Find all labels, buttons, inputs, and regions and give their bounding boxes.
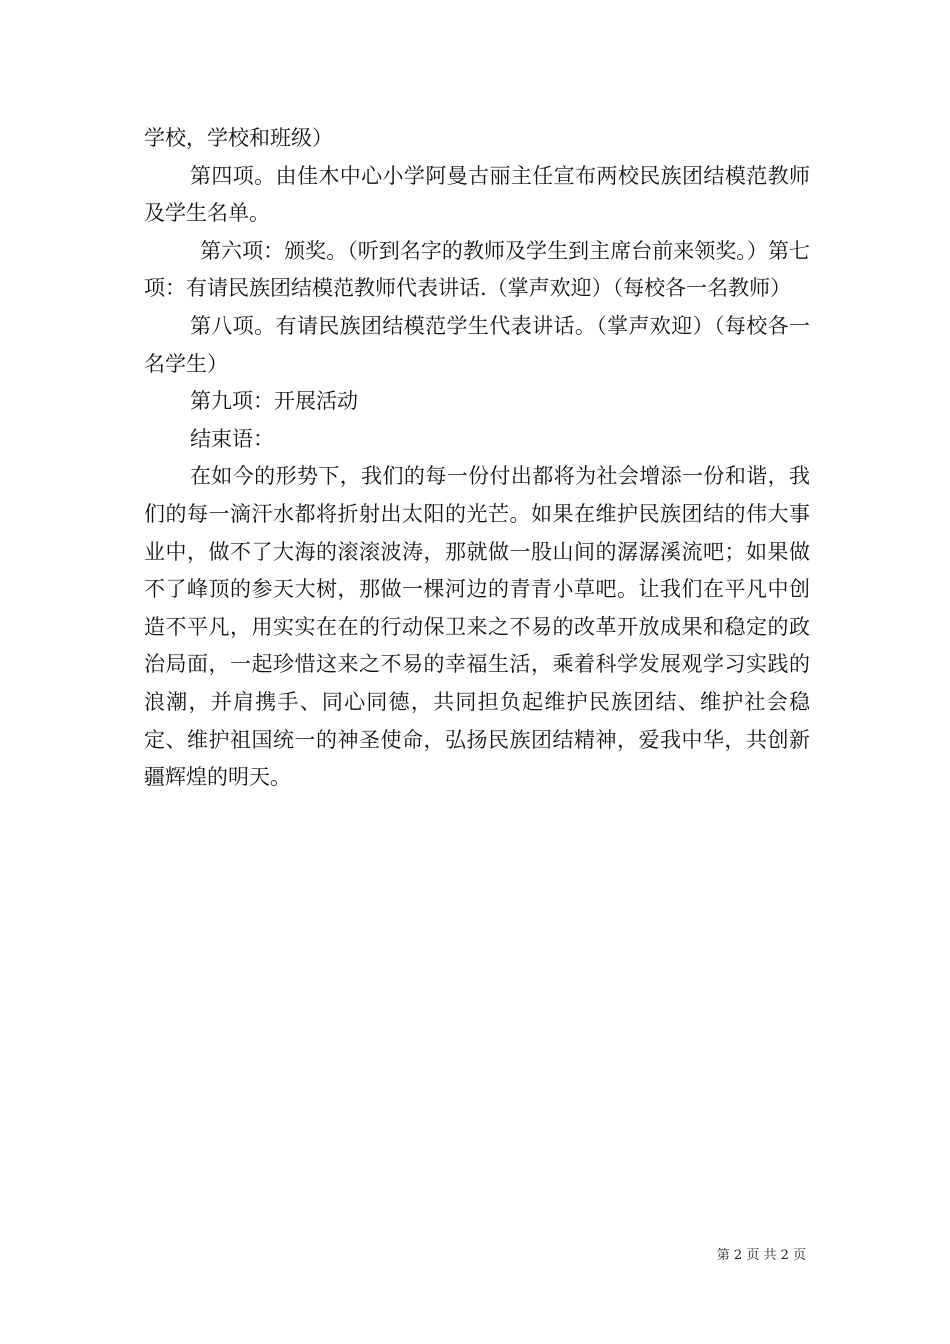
paragraph-item-4: 第四项。由佳木中心小学阿曼古丽主任宣布两校民族团结模范教师及学生名单。 [144, 163, 810, 226]
paragraph-item-9: 第九项：开展活动 [190, 389, 358, 414]
paragraph-item-6-7: 第六项：颁奖。（听到名字的教师及学生到主席台前来领奖。）第七项：有请民族团结模范教师代表讲话.（掌声欢迎）（每校各一名教师） [144, 238, 810, 301]
paragraph-item-8: 第八项。有请民族团结模范学生代表讲话。（掌声欢迎）（每校各一名学生） [144, 313, 810, 376]
page-number-footer: 第 2 页 共 2 页 [716, 1248, 806, 1263]
paragraph-closing-speech: 在如今的形势下，我们的每一份付出都将为社会增添一份和谐，我们的每一滴汗水都将折射出太阳的光芒。如果在维护民族团结的伟大事业中，做不了大海的滚滚波涛，那就做一股山间的潺潺溪流吧；如果做不了峰顶的参天大树，那做一棵河边的青青小草吧。让我们在平凡中创造不平凡，用实实在在的行动保卫来之不易的改革开放成果和稳定的政治局面，一起珍惜这来之不易的幸福生活，乘着科学发展观学习实践的浪潮，并肩携手、同心同德，共同担负起维护民族团结、维护社会稳定、维护祖国统一的神圣使命，弘扬民族团结精神，爱我中华，共创新疆辉煌的明天。 [144, 464, 810, 790]
paragraph-closing-heading: 结束语： [190, 426, 274, 451]
paragraph-continuation: 学校，学校和班级） [144, 126, 333, 150]
document-body [144, 120, 810, 797]
